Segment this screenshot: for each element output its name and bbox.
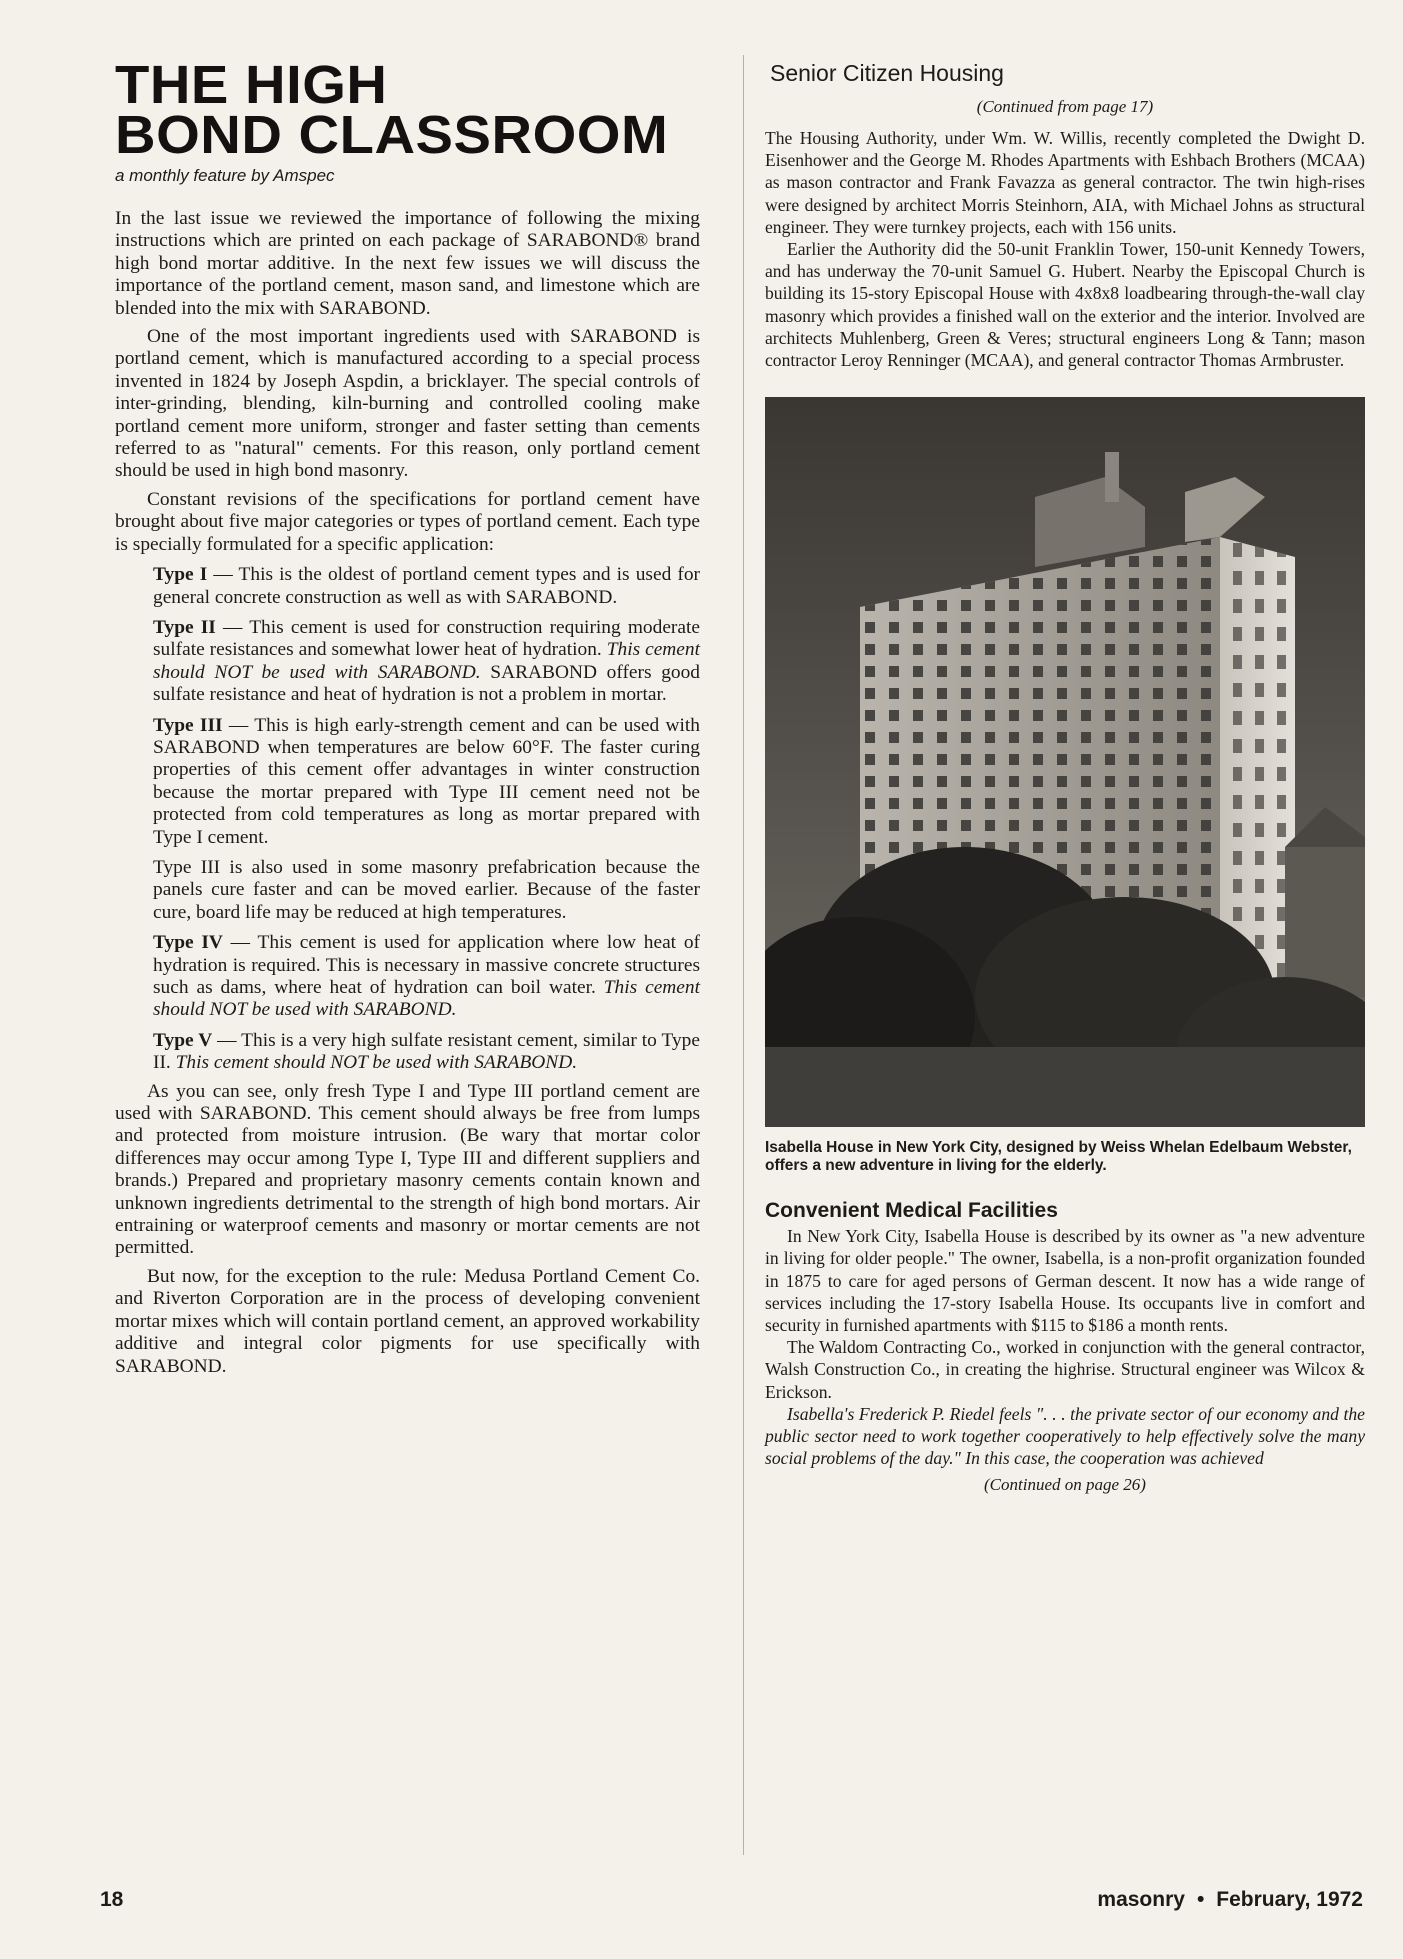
page-footer	[1097, 1888, 1363, 1912]
type-3-label: Type III	[153, 714, 223, 736]
type-5-text: — This is a very high sulfate resistant cement, similar to Type II.	[153, 1029, 700, 1074]
type-2-label: Type II	[153, 616, 216, 638]
paragraph-portland: One of the most important ingredients used with SARABOND is portland cement, which is manufactured according to a special process invented in 1824 by Joseph Aspdin, a bricklayer. The special controls of inter-grinding, blending, kiln-burning and controlled cooling make portland cement more uniform, stronger and faster setting than cements referred to as "natural" cements. For this reason, only portland cement should be used in high bond masonry.	[115, 326, 700, 482]
type-3-extra: Type III is also used in some masonry prefabrication because the panels cure faster and can be moved earlier. Because of the faster cure, board life may be reduced at high temperatures.	[153, 856, 700, 923]
type-2-text: — This cement is used for construction requiring moderate sulfate resistances and somewhat lower heat of hydration.	[153, 616, 700, 661]
paragraph-isabella-house: In New York City, Isabella House is described by its owner as "a new adventure in living for older people." The owner, Isabella, is a non-profit organization founded in 1875 to care for aged persons of German descent. It now has a wide range of services including the 17-story Isabella House. Its occupants live in comfort and security in furnished apartments with $115 to $186 a month rents.	[765, 1226, 1365, 1336]
byline: a monthly feature by Amspec	[115, 166, 335, 185]
type-1-label: Type I	[153, 564, 208, 586]
paragraph-summary: As you can see, only fresh Type I and Type III portland cement are used with SARABOND. This cement should always be free from lumps and protected from moisture intrusion. (Be wary that mortar color differences may occur among Type I, Type III and different suppliers and brands.) Prepared and proprietary masonry cements contain known and unknown ingredients detrimental to the strength of high bond mortars. Air entraining or waterproof cements and masonry or mortar cements are not permitted.	[115, 1080, 700, 1259]
type-1-entry	[153, 564, 700, 609]
paragraph-intro: In the last issue we reviewed the importance of following the mixing instructions which are printed on each package of SARABOND® brand high bond mortar additive. In the next few issues we will discuss the importance of the portland cement, mason sand, and limestone which are blended into the mix with SARABOND.	[115, 208, 700, 319]
type-2-warning: This cement should NOT be used with SARABOND.	[153, 639, 700, 683]
paragraph-housing-authority: The Housing Authority, under Wm. W. Willis, recently completed the Dwight D. Eisenhower and the George M. Rhodes Apartments with Eshbach Brothers (MCAA) as mason contractor and Frank Favazza as general contractor. The twin high-rises were designed by architect Morris Steinhorn, AIA, with Michael Johns as structural engineer. They were turnkey projects, each with 156 units.	[765, 128, 1365, 237]
headline-line-1: THE HIGH	[115, 55, 388, 115]
type-4-label: Type IV	[153, 932, 223, 954]
headline-line-2: BOND CLASSROOM	[115, 105, 669, 165]
continued-on-note: (Continued on page 26)	[984, 1475, 1146, 1495]
type-5-entry	[153, 1030, 700, 1075]
type-4-text: — This cement is used for application where low heat of hydration is required. This is necessary in massive concrete structures such as dams, where heat of hydration can boil water.	[153, 932, 700, 998]
paragraph-exception: But now, for the exception to the rule: Medusa Portland Cement Co. and Riverton Corporation are in the process of developing convenient mortar mixes which will contain portland cement, an approved workability additive and integral color pigments for use specifically with SARABOND.	[115, 1265, 700, 1377]
type-2-text-2: SARABOND offers good sulfate resistance and heat of hydration is not a problem in mortar.	[153, 661, 700, 706]
type-5-warning: This cement should NOT be used with SARABOND.	[175, 1052, 578, 1074]
type-4-warning: This cement should NOT be used with SARABOND.	[153, 977, 700, 1021]
page-number: 18	[100, 1888, 124, 1911]
type-1-text: — This is the oldest of portland cement types and is used for general concrete construction as well as with SARABOND.	[153, 564, 700, 608]
left-column	[115, 55, 700, 1378]
footer-bullet: •	[1196, 1888, 1205, 1911]
type-3-text: — This is high early-strength cement and can be used with SARABOND when temperatures are below 60°F. The faster curing properties of this cement offer advantages in winter construction because the mortar prepared with Type III cement need not be protected from cold temperatures as long as mortar prepared with Type I cement.	[153, 714, 700, 848]
type-2-entry	[153, 617, 700, 707]
magazine-name: masonry	[1097, 1888, 1185, 1911]
section-heading-medical: Convenient Medical Facilities	[765, 1199, 1058, 1223]
issue-date: February, 1972	[1216, 1888, 1363, 1911]
right-column	[765, 60, 1365, 1505]
building-photo	[765, 397, 1365, 1127]
isabella-house-photo-image	[765, 397, 1365, 1127]
paragraph-categories: Constant revisions of the specifications for portland cement have brought about five major categories or types of portland cement. Each type is specially formulated for a specific application:	[115, 488, 700, 555]
headline	[115, 55, 723, 165]
paragraph-earlier-projects: Earlier the Authority did the 50-unit Franklin Tower, 150-unit Kennedy Towers, and has underway the 70-unit Samuel G. Hubert. Nearby the Episcopal Church is building its 15-story Episcopal House with 4x8x8 loadbearing through-the-wall clay masonry which provides a finished wall on the exterior and the interior. Involved are architects Muhlenberg, Green & Veres; structural engineers Long & Tann; mason contractor Leroy Renninger (MCAA), and general contractor Thomas Armbruster.	[765, 239, 1365, 371]
section-heading-senior-housing: Senior Citizen Housing	[770, 60, 1004, 86]
paragraph-riedel-quote: Isabella's Frederick P. Riedel feels ". . . the private sector of our economy and the public sector need to work together cooperatively to help effectively solve the many social problems of the day." In this case, the cooperation was achieved	[765, 1403, 1365, 1469]
photo-caption: Isabella House in New York City, designed by Weiss Whelan Edelbaum Webster, offers a new adventure in living for the elderly.	[765, 1139, 1352, 1175]
continued-from-note: (Continued from page 17)	[976, 97, 1154, 116]
column-divider	[743, 55, 744, 1855]
type-5-label: Type V	[153, 1029, 213, 1051]
paragraph-waldom: The Waldom Contracting Co., worked in conjunction with the general contractor, Walsh Construction Co., in creating the highrise. Structural engineer was Wilcox & Erickson.	[765, 1337, 1365, 1402]
type-4-entry	[153, 932, 700, 1022]
type-3-entry	[153, 715, 700, 849]
